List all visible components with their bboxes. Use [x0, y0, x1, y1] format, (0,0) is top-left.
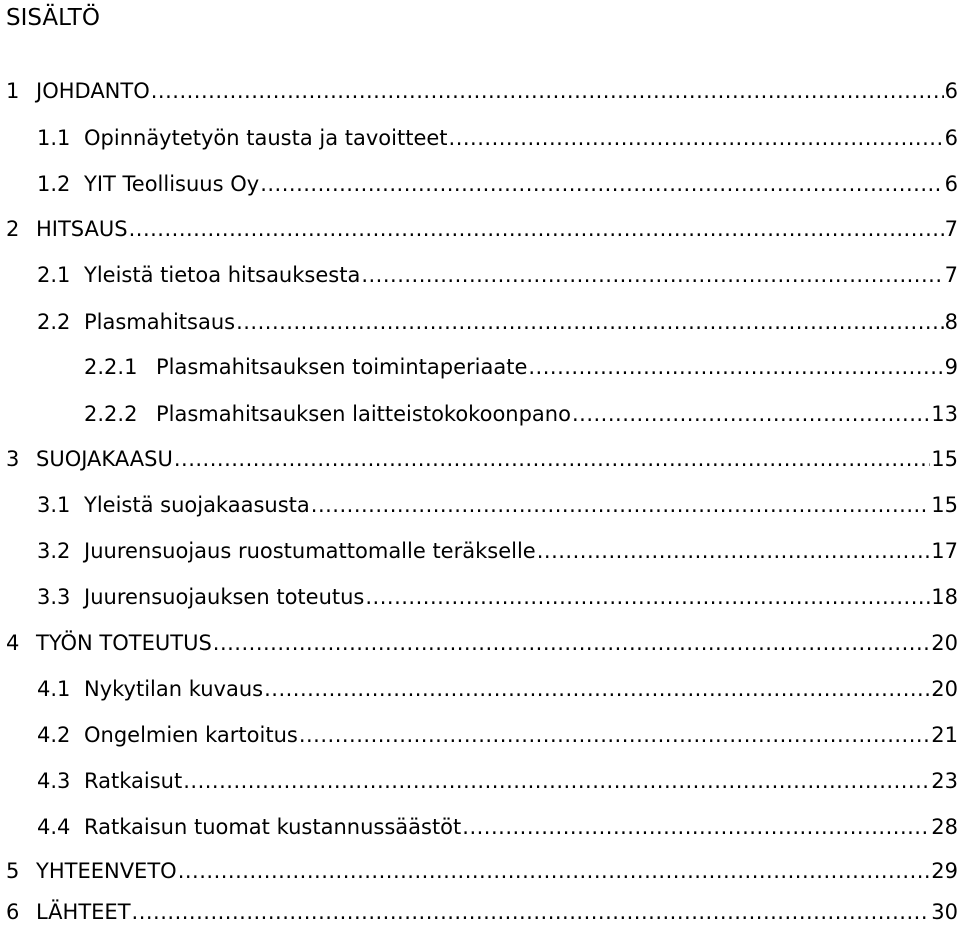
toc-entry-4-4[interactable] — [37, 814, 958, 840]
toc-entry-number: 3.1 — [37, 493, 71, 517]
dot-leader — [299, 722, 930, 748]
toc-entry-page: 6 — [944, 79, 958, 103]
toc-entry-number: 3 — [6, 447, 20, 471]
toc-entry-label: Juurensuojauksen toteutus — [84, 585, 365, 609]
toc-entry-label: Ratkaisun tuomat kustannussäästöt — [84, 815, 462, 839]
toc-entry-page: 20 — [931, 677, 958, 701]
toc-entry-page: 7 — [944, 217, 958, 241]
toc-entry-2-2-1[interactable] — [84, 354, 958, 380]
toc-entry-number: 4.3 — [37, 769, 71, 793]
toc-entry-label: YIT Teollisuus Oy — [84, 172, 260, 196]
toc-entry-number: 1.1 — [37, 126, 71, 150]
toc-entry-3-1[interactable] — [37, 492, 958, 518]
toc-entry-1-1[interactable] — [37, 125, 958, 151]
dot-leader — [236, 309, 944, 335]
toc-entry-number: 3.2 — [37, 539, 71, 563]
toc-entry-page: 18 — [931, 585, 958, 609]
toc-entry-label: Plasmahitsauksen laitteistokokoonpano — [156, 402, 571, 426]
toc-entry-2[interactable] — [6, 216, 958, 242]
toc-entry-label: JOHDANTO — [36, 79, 150, 103]
toc-entry-page: 8 — [944, 310, 958, 334]
dot-leader — [528, 354, 943, 380]
toc-entry-number: 4.1 — [37, 677, 71, 701]
toc-entry-page: 7 — [944, 263, 958, 287]
dot-leader — [572, 401, 930, 427]
toc-entry-4[interactable] — [6, 630, 958, 656]
toc-entry-label: Plasmahitsauksen toimintaperiaate — [156, 355, 528, 379]
dot-leader — [178, 858, 931, 884]
toc-entry-4-2[interactable] — [37, 722, 958, 748]
toc-entry-number: 2.2.1 — [84, 355, 138, 379]
toc-entry-page: 21 — [931, 723, 958, 747]
dot-leader — [129, 216, 944, 242]
toc-entry-number: 2 — [6, 217, 20, 241]
toc-entry-page: 29 — [931, 859, 958, 883]
dot-leader — [537, 538, 931, 564]
toc-entry-5[interactable] — [6, 858, 958, 884]
toc-entry-number: 4.2 — [37, 723, 71, 747]
dot-leader — [449, 125, 944, 151]
toc-entry-page: 30 — [931, 900, 958, 924]
dot-leader — [365, 584, 930, 610]
toc-heading: SISÄLTÖ — [6, 5, 100, 31]
toc-entry-label: SUOJAKAASU — [36, 447, 173, 471]
dot-leader — [264, 676, 930, 702]
toc-entry-3-2[interactable] — [37, 538, 958, 564]
toc-entry-label: Yleistä tietoa hitsauksesta — [84, 263, 361, 287]
toc-entry-4-1[interactable] — [37, 676, 958, 702]
toc-entry-3-3[interactable] — [37, 584, 958, 610]
toc-entry-page: 28 — [931, 815, 958, 839]
toc-entry-label: HITSAUS — [36, 217, 128, 241]
toc-entry-page: 6 — [944, 126, 958, 150]
dot-leader — [260, 171, 943, 197]
toc-entry-page: 15 — [931, 493, 958, 517]
toc-entry-number: 5 — [6, 859, 20, 883]
dot-leader — [361, 262, 943, 288]
toc-entry-label: Plasmahitsaus — [84, 310, 236, 334]
toc-entry-page: 17 — [931, 539, 958, 563]
dot-leader — [462, 814, 930, 840]
toc-entry-number: 6 — [6, 900, 20, 924]
toc-entry-page: 20 — [931, 631, 958, 655]
dot-leader — [151, 78, 944, 104]
toc-entry-label: Ongelmien kartoitus — [84, 723, 298, 747]
toc-entry-2-1[interactable] — [37, 262, 958, 288]
toc-entry-page: 23 — [931, 769, 958, 793]
toc-entry-label: Nykytilan kuvaus — [84, 677, 264, 701]
toc-entry-number: 4 — [6, 631, 20, 655]
dot-leader — [132, 899, 931, 925]
toc-entry-label: LÄHTEET — [36, 900, 131, 924]
dot-leader — [311, 492, 931, 518]
toc-entry-number: 4.4 — [37, 815, 71, 839]
toc-entry-3[interactable] — [6, 446, 958, 472]
toc-entry-number: 3.3 — [37, 585, 71, 609]
toc-entry-label: YHTEENVETO — [36, 859, 177, 883]
dot-leader — [174, 446, 930, 472]
toc-entry-number: 2.1 — [37, 263, 71, 287]
toc-entry-number: 1.2 — [37, 172, 71, 196]
toc-entry-1-2[interactable] — [37, 171, 958, 197]
toc-entry-label: Yleistä suojakaasusta — [84, 493, 310, 517]
toc-entry-page: 9 — [944, 355, 958, 379]
dot-leader — [183, 768, 930, 794]
toc-entry-1[interactable] — [6, 78, 958, 104]
toc-entry-label: Ratkaisut — [84, 769, 183, 793]
toc-entry-number: 2.2.2 — [84, 402, 138, 426]
toc-entry-page: 6 — [944, 172, 958, 196]
dot-leader — [213, 630, 930, 656]
toc-entry-label: TYÖN TOTEUTUS — [36, 631, 212, 655]
toc-entry-page: 13 — [931, 402, 958, 426]
toc-entry-number: 1 — [6, 79, 20, 103]
toc-entry-label: Opinnäytetyön tausta ja tavoitteet — [84, 126, 448, 150]
toc-entry-number: 2.2 — [37, 310, 71, 334]
toc-entry-2-2[interactable] — [37, 309, 958, 335]
toc-entry-page: 15 — [931, 447, 958, 471]
toc-entry-label: Juurensuojaus ruostumattomalle teräkselle — [84, 539, 536, 563]
toc-entry-2-2-2[interactable] — [84, 401, 958, 427]
toc-entry-4-3[interactable] — [37, 768, 958, 794]
toc-entry-6[interactable] — [6, 899, 958, 925]
